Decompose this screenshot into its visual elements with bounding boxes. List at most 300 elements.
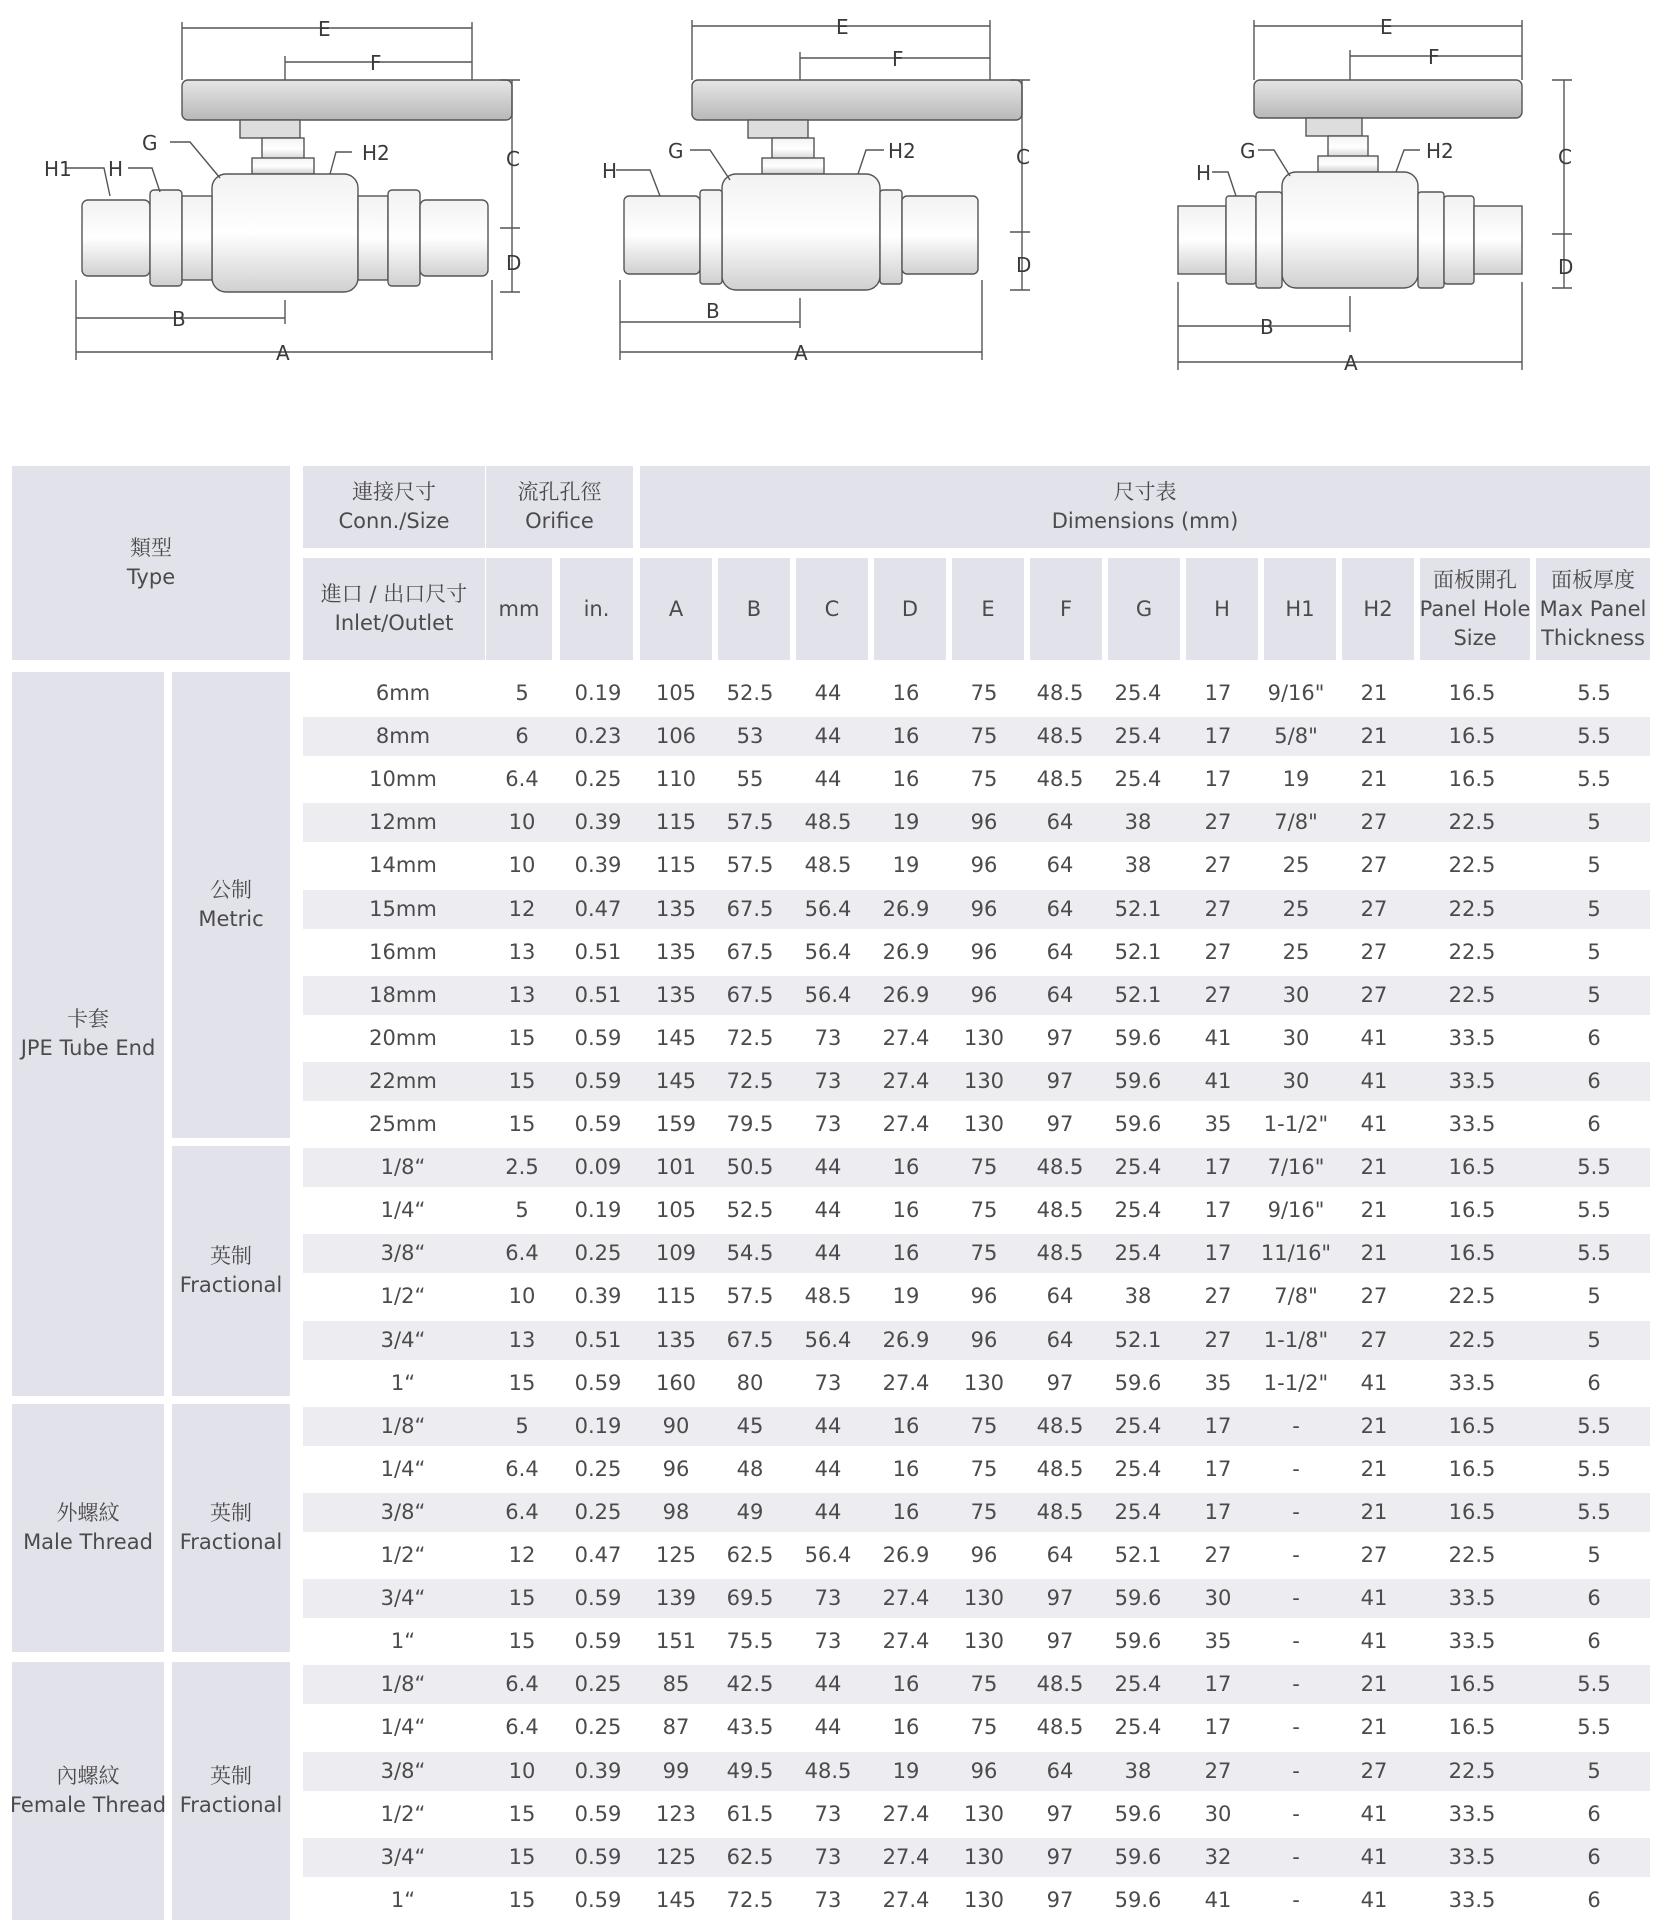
table-cell: 62.5 [726, 1844, 774, 1869]
subgroup-metric-zh: 公制 [210, 878, 252, 902]
table-cell: 59.6 [1114, 1068, 1162, 1093]
table-cell: 1/8“ [380, 1413, 426, 1438]
subgroup-fractional-en: Fractional [179, 1793, 283, 1817]
table-cell: 25.4 [1114, 1672, 1162, 1697]
table-cell: 6 [1587, 1887, 1601, 1912]
dim-label-e: E [318, 17, 331, 41]
dim-label-c: C [506, 147, 520, 171]
table-cell: 135 [655, 939, 697, 964]
table-cell: 25.4 [1114, 767, 1162, 792]
table-cell: 159 [655, 1112, 697, 1136]
table-cell: 16 [892, 1672, 920, 1697]
table-cell: 42.5 [726, 1672, 774, 1697]
table-cell: 48.5 [1036, 1155, 1084, 1180]
table-cell: 25 [1282, 853, 1310, 878]
table-cell: 16 [892, 1499, 920, 1524]
table-cell: 115 [655, 853, 697, 878]
table-cell: 15mm [369, 896, 437, 921]
table-cell: 21 [1360, 681, 1388, 705]
table-cell: 33.5 [1448, 1370, 1496, 1395]
table-cell: 25.4 [1114, 1499, 1162, 1524]
table-cell: 5.5 [1577, 1413, 1611, 1438]
column-header-f: F [1030, 558, 1102, 660]
table-cell: 44 [814, 1155, 842, 1180]
group-male-zh: 外螺紋 [56, 1501, 120, 1525]
table-cell: 130 [963, 1844, 1005, 1869]
table-cell: 1/2“ [380, 1543, 426, 1567]
table-cell: 38 [1124, 1284, 1152, 1309]
table-cell: 0.19 [574, 1198, 622, 1223]
group-female-thread [9, 1662, 167, 1920]
table-cell: 75 [970, 767, 998, 792]
table-cell: 25 [1282, 939, 1310, 964]
table-cell: 15 [508, 1887, 536, 1912]
table-cell: 22.5 [1448, 1758, 1496, 1783]
table-cell: 21 [1360, 724, 1388, 749]
table-cell: 73 [814, 1586, 842, 1611]
table-cell: - [1292, 1801, 1300, 1826]
table-cell: 151 [655, 1629, 697, 1654]
table-cell: 6 [1587, 1586, 1601, 1611]
dim-label-a: A [1344, 351, 1358, 375]
table-cell: 1/4“ [380, 1715, 426, 1740]
table-cell: 33.5 [1448, 1025, 1496, 1050]
table-cell: 6.4 [505, 1499, 539, 1524]
table-cell: 27 [1204, 896, 1232, 921]
table-cell: 64 [1046, 1758, 1074, 1783]
table-cell: 75 [970, 1413, 998, 1438]
table-cell: 64 [1046, 939, 1074, 964]
table-cell: 27 [1360, 982, 1388, 1007]
table-cell: 145 [655, 1887, 697, 1912]
table-cell: 130 [963, 1068, 1005, 1093]
table-cell: 17 [1204, 1241, 1232, 1266]
table-cell: 97 [1046, 1887, 1074, 1912]
table-cell: 75 [970, 681, 998, 705]
table-cell: 0.39 [574, 810, 622, 835]
valve-drawings [0, 0, 1662, 440]
table-cell: 49.5 [726, 1758, 774, 1783]
table-cell: 50.5 [726, 1155, 774, 1180]
table-cell: 17 [1204, 1715, 1232, 1740]
column-header-a: A [640, 558, 712, 660]
table-cell: 1“ [390, 1629, 416, 1654]
table-cell: 25.4 [1114, 681, 1162, 705]
table-cell: 56.4 [804, 1543, 852, 1567]
table-cell: 54.5 [726, 1241, 774, 1266]
table-cell: 0.19 [574, 681, 622, 705]
table-cell: 44 [814, 767, 842, 792]
group-female-en: Female Thread [9, 1793, 167, 1817]
subgroup-fractional-zh: 英制 [210, 1764, 252, 1788]
table-cell: 96 [970, 1543, 998, 1567]
column-header-b: B [718, 558, 790, 660]
table-cell: 0.51 [574, 939, 622, 964]
table-cell: 64 [1046, 982, 1074, 1007]
table-cell: 56.4 [804, 896, 852, 921]
table-cell: 27 [1204, 939, 1232, 964]
table-cell: 19 [1282, 767, 1310, 792]
table-cell: 44 [814, 1241, 842, 1266]
table-cell: 27.4 [882, 1887, 930, 1912]
table-cell: 5.5 [1577, 767, 1611, 792]
table-cell: 52.5 [726, 1198, 774, 1223]
header-inlet-outlet [303, 558, 485, 660]
dimension-table [9, 466, 1650, 1920]
column-header-panel-hole-line: Panel Hole [1419, 596, 1531, 621]
dim-label-e: E [1380, 15, 1393, 39]
table-cell: - [1292, 1629, 1300, 1654]
table-cell: 48.5 [804, 853, 852, 878]
table-cell: 96 [970, 1758, 998, 1783]
header-conn-zh: 連接尺寸 [352, 480, 436, 504]
table-cell: 27.4 [882, 1629, 930, 1654]
header-conn-en: Conn./Size [338, 509, 450, 533]
table-cell: 0.09 [574, 1155, 622, 1180]
table-cell: 3/4“ [380, 1844, 426, 1869]
column-header-max-panel-thickness-line: 面板厚度 [1551, 567, 1635, 592]
table-cell: 0.25 [574, 767, 622, 792]
table-cell: 41 [1360, 1112, 1388, 1136]
table-cell: 72.5 [726, 1887, 774, 1912]
table-cell: 25.4 [1114, 1456, 1162, 1481]
table-cell: 16.5 [1448, 767, 1496, 792]
dim-label-b: B [706, 299, 720, 323]
table-cell: 97 [1046, 1068, 1074, 1093]
table-cell: 130 [963, 1887, 1005, 1912]
table-cell: 10 [508, 810, 536, 835]
table-cell: - [1292, 1456, 1300, 1481]
table-cell: 19 [892, 1758, 920, 1783]
table-cell: 6.4 [505, 1456, 539, 1481]
table-cell: 22.5 [1448, 1543, 1496, 1567]
table-cell: 0.59 [574, 1025, 622, 1050]
table-cell: 44 [814, 1456, 842, 1481]
table-cell: - [1292, 1672, 1300, 1697]
subgroup-fractional-en: Fractional [179, 1530, 283, 1554]
table-cell: 75 [970, 1672, 998, 1697]
table-cell: 5 [1587, 896, 1601, 921]
table-cell: 96 [970, 896, 998, 921]
table-cell: 16 [892, 681, 920, 705]
table-cell: 16.5 [1448, 1155, 1496, 1180]
table-cell: - [1292, 1844, 1300, 1869]
dim-label-h2: H2 [888, 139, 916, 163]
table-cell: 27.4 [882, 1586, 930, 1611]
table-cell: 10 [508, 1758, 536, 1783]
table-cell: 21 [1360, 1715, 1388, 1740]
table-cell: 59.6 [1114, 1025, 1162, 1050]
table-cell: 27.4 [882, 1068, 930, 1093]
table-cell: 1/8“ [380, 1672, 426, 1697]
table-cell: - [1292, 1499, 1300, 1524]
diagram-area [0, 0, 1662, 440]
table-cell: 97 [1046, 1801, 1074, 1826]
table-cell: 69.5 [726, 1586, 774, 1611]
table-cell: 5 [1587, 1758, 1601, 1783]
table-cell: 5 [1587, 982, 1601, 1007]
table-cell: 67.5 [726, 939, 774, 964]
table-cell: 6 [1587, 1844, 1601, 1869]
dim-label-h1: H1 [44, 157, 72, 181]
table-cell: 59.6 [1114, 1586, 1162, 1611]
table-cell: 75 [970, 1715, 998, 1740]
table-cell: 27 [1360, 939, 1388, 964]
table-cell: - [1292, 1758, 1300, 1783]
table-cell: 1-1/8" [1263, 1327, 1329, 1352]
table-cell: 7/8" [1274, 1284, 1318, 1309]
table-cell: 16 [892, 1456, 920, 1481]
table-cell: 16.5 [1448, 1672, 1496, 1697]
table-cell: 64 [1046, 1327, 1074, 1352]
table-cell: 5.5 [1577, 1715, 1611, 1740]
table-cell: 0.23 [574, 724, 622, 749]
table-cell: 73 [814, 1025, 842, 1050]
table-cell: 85 [662, 1672, 690, 1697]
subgroup-fractional [172, 1404, 290, 1652]
table-cell: 130 [963, 1586, 1005, 1611]
table-cell: 41 [1360, 1370, 1388, 1395]
table-cell: 19 [892, 1284, 920, 1309]
table-cell: 38 [1124, 810, 1152, 835]
table-cell: 0.19 [574, 1413, 622, 1438]
table-cell: 5.5 [1577, 681, 1611, 705]
table-cell: 48.5 [1036, 1241, 1084, 1266]
header-conn [303, 466, 485, 548]
table-cell: 27.4 [882, 1025, 930, 1050]
table-cell: 27 [1204, 810, 1232, 835]
table-cell: - [1292, 1413, 1300, 1438]
table-cell: 41 [1360, 1586, 1388, 1611]
column-header-max-panel-thickness [1536, 558, 1650, 660]
table-cell: 3/4“ [380, 1327, 426, 1352]
table-cell: 1-1/2" [1263, 1370, 1329, 1395]
dim-label-a: A [794, 341, 808, 365]
table-cell: 3/8“ [380, 1499, 426, 1524]
table-cell: 130 [963, 1801, 1005, 1826]
header-type [12, 466, 290, 660]
table-cell: 16.5 [1448, 1715, 1496, 1740]
table-cell: 0.59 [574, 1887, 622, 1912]
column-header-h2: H2 [1342, 558, 1414, 660]
table-cell: - [1292, 1543, 1300, 1567]
table-cell: 106 [655, 724, 697, 749]
table-cell: 97 [1046, 1586, 1074, 1611]
table-cell: 1“ [390, 1370, 416, 1395]
table-cell: 16 [892, 1241, 920, 1266]
table-cell: 44 [814, 1198, 842, 1223]
table-cell: 27 [1360, 1284, 1388, 1309]
table-cell: 52.1 [1114, 1327, 1162, 1352]
column-header-panel-hole-line: 面板開孔 [1433, 567, 1517, 592]
table-cell: 9/16" [1267, 681, 1325, 705]
table-cell: 0.59 [574, 1801, 622, 1826]
table-cell: 7/8" [1274, 810, 1318, 835]
table-cell: 30 [1282, 1068, 1310, 1093]
table-cell: 1“ [390, 1887, 416, 1912]
table-cell: 59.6 [1114, 1629, 1162, 1654]
table-cell: 0.59 [574, 1068, 622, 1093]
table-cell: 16 [892, 1198, 920, 1223]
table-cell: 27 [1204, 853, 1232, 878]
subgroup-fractional [172, 1662, 290, 1920]
dim-label-e: E [836, 15, 849, 39]
table-cell: 64 [1046, 1284, 1074, 1309]
table-cell: 27 [1204, 1758, 1232, 1783]
subgroup-fractional-zh: 英制 [210, 1501, 252, 1525]
table-cell: 96 [970, 1284, 998, 1309]
table-cell: 0.39 [574, 1758, 622, 1783]
table-cell: 16.5 [1448, 724, 1496, 749]
table-cell: 97 [1046, 1844, 1074, 1869]
table-cell: 25.4 [1114, 1198, 1162, 1223]
table-cell: 44 [814, 1499, 842, 1524]
table-cell: 6 [1587, 1801, 1601, 1826]
table-cell: 27.4 [882, 1844, 930, 1869]
table-cell: 48.5 [1036, 681, 1084, 705]
table-cell: 96 [662, 1456, 690, 1481]
table-cell: 55 [736, 767, 764, 792]
table-cell: 1/8“ [380, 1155, 426, 1180]
table-cell: 75 [970, 1456, 998, 1481]
table-cell: 135 [655, 896, 697, 921]
dim-label-c: C [1558, 145, 1572, 169]
table-cell: 21 [1360, 767, 1388, 792]
table-cell: 56.4 [804, 982, 852, 1007]
table-cell: 22.5 [1448, 982, 1496, 1007]
table-cell: 96 [970, 982, 998, 1007]
table-cell: 15 [508, 1025, 536, 1050]
table-cell: 125 [655, 1543, 697, 1567]
table-cell: 14mm [369, 853, 437, 878]
table-cell: 97 [1046, 1370, 1074, 1395]
column-header-panel-hole [1420, 558, 1530, 660]
table-cell: 5.5 [1577, 1198, 1611, 1223]
table-cell: 0.47 [574, 896, 622, 921]
table-cell: 16.5 [1448, 1499, 1496, 1524]
table-cell: 41 [1360, 1629, 1388, 1654]
table-cell: 33.5 [1448, 1629, 1496, 1654]
table-cell: 21 [1360, 1198, 1388, 1223]
table-cell: 21 [1360, 1499, 1388, 1524]
header-inlet-en: Inlet/Outlet [334, 611, 454, 635]
table-cell: 52.1 [1114, 939, 1162, 964]
table-cell: 41 [1204, 1068, 1232, 1093]
table-cell: 1/2“ [380, 1284, 426, 1309]
table-cell: 10 [508, 853, 536, 878]
table-cell: 5 [515, 1198, 529, 1223]
table-cell: 67.5 [726, 982, 774, 1007]
table-cell: 41 [1204, 1887, 1232, 1912]
table-cell: 38 [1124, 853, 1152, 878]
table-cell: 0.25 [574, 1499, 622, 1524]
table-cell: 105 [655, 1198, 697, 1223]
table-cell: 17 [1204, 724, 1232, 749]
table-cell: 72.5 [726, 1025, 774, 1050]
table-cell: 26.9 [882, 939, 930, 964]
dim-label-f: F [370, 51, 382, 75]
table-cell: 27 [1204, 1327, 1232, 1352]
table-cell: 15 [508, 1844, 536, 1869]
table-cell: 38 [1124, 1758, 1152, 1783]
table-cell: 0.25 [574, 1715, 622, 1740]
table-cell: 0.25 [574, 1672, 622, 1697]
table-cell: 6 [1587, 1068, 1601, 1093]
table-cell: 5.5 [1577, 1155, 1611, 1180]
valve-view-1 [66, 22, 520, 360]
table-cell: 123 [655, 1801, 697, 1826]
table-cell: 6.4 [505, 1672, 539, 1697]
group-jpe-tube-end [12, 672, 164, 1396]
table-cell: 44 [814, 1672, 842, 1697]
table-cell: 115 [655, 1284, 697, 1309]
table-cell: 5/8" [1274, 724, 1318, 749]
dim-label-d: D [1016, 253, 1032, 277]
table-cell: 17 [1204, 1413, 1232, 1438]
table-cell: 97 [1046, 1629, 1074, 1654]
table-cell: 22.5 [1448, 810, 1496, 835]
table-cell: 30 [1204, 1801, 1232, 1826]
header-type-zh: 類型 [130, 536, 172, 560]
table-cell: 1-1/2" [1263, 1112, 1329, 1136]
table-cell: 5 [1587, 1284, 1601, 1309]
table-cell: 33.5 [1448, 1586, 1496, 1611]
table-cell: 16 [892, 1155, 920, 1180]
table-cell: 73 [814, 1112, 842, 1136]
column-header-e: E [952, 558, 1024, 660]
table-cell: 16.5 [1448, 1241, 1496, 1266]
table-cell: 33.5 [1448, 1801, 1496, 1826]
table-cell: 75 [970, 724, 998, 749]
table-cell: 0.39 [574, 853, 622, 878]
table-cell: 22.5 [1448, 853, 1496, 878]
table-cell: 16.5 [1448, 1413, 1496, 1438]
header-dims-en: Dimensions (mm) [1051, 509, 1239, 533]
table-cell: 1/4“ [380, 1456, 426, 1481]
table-cell: 16.5 [1448, 1198, 1496, 1223]
table-cell: 15 [508, 1370, 536, 1395]
table-cell: 21 [1360, 1241, 1388, 1266]
table-cell: 0.39 [574, 1284, 622, 1309]
table-cell: 73 [814, 1370, 842, 1395]
table-cell: 27 [1360, 896, 1388, 921]
table-cell: 27 [1204, 982, 1232, 1007]
table-cell: 105 [655, 681, 697, 705]
table-cell: 33.5 [1448, 1887, 1496, 1912]
table-cell: 48.5 [1036, 1715, 1084, 1740]
table-cell: 64 [1046, 853, 1074, 878]
column-header-h1: H1 [1264, 558, 1336, 660]
table-cell: 48.5 [1036, 1499, 1084, 1524]
header-orifice [486, 466, 633, 548]
table-cell: 25 [1282, 896, 1310, 921]
table-cell: 17 [1204, 1499, 1232, 1524]
table-cell: 64 [1046, 810, 1074, 835]
table-cell: 0.59 [574, 1370, 622, 1395]
table-cell: 30 [1204, 1586, 1232, 1611]
table-cell: 41 [1360, 1801, 1388, 1826]
table-cell: 25.4 [1114, 1715, 1162, 1740]
table-cell: 5.5 [1577, 1456, 1611, 1481]
table-cell: 1/2“ [380, 1801, 426, 1826]
table-cell: 5.5 [1577, 1499, 1611, 1524]
table-cell: 5 [1587, 1327, 1601, 1352]
table-cell: 145 [655, 1025, 697, 1050]
table-cell: 59.6 [1114, 1844, 1162, 1869]
table-cell: 33.5 [1448, 1844, 1496, 1869]
table-cell: 59.6 [1114, 1801, 1162, 1826]
table-cell: 13 [508, 1327, 536, 1352]
